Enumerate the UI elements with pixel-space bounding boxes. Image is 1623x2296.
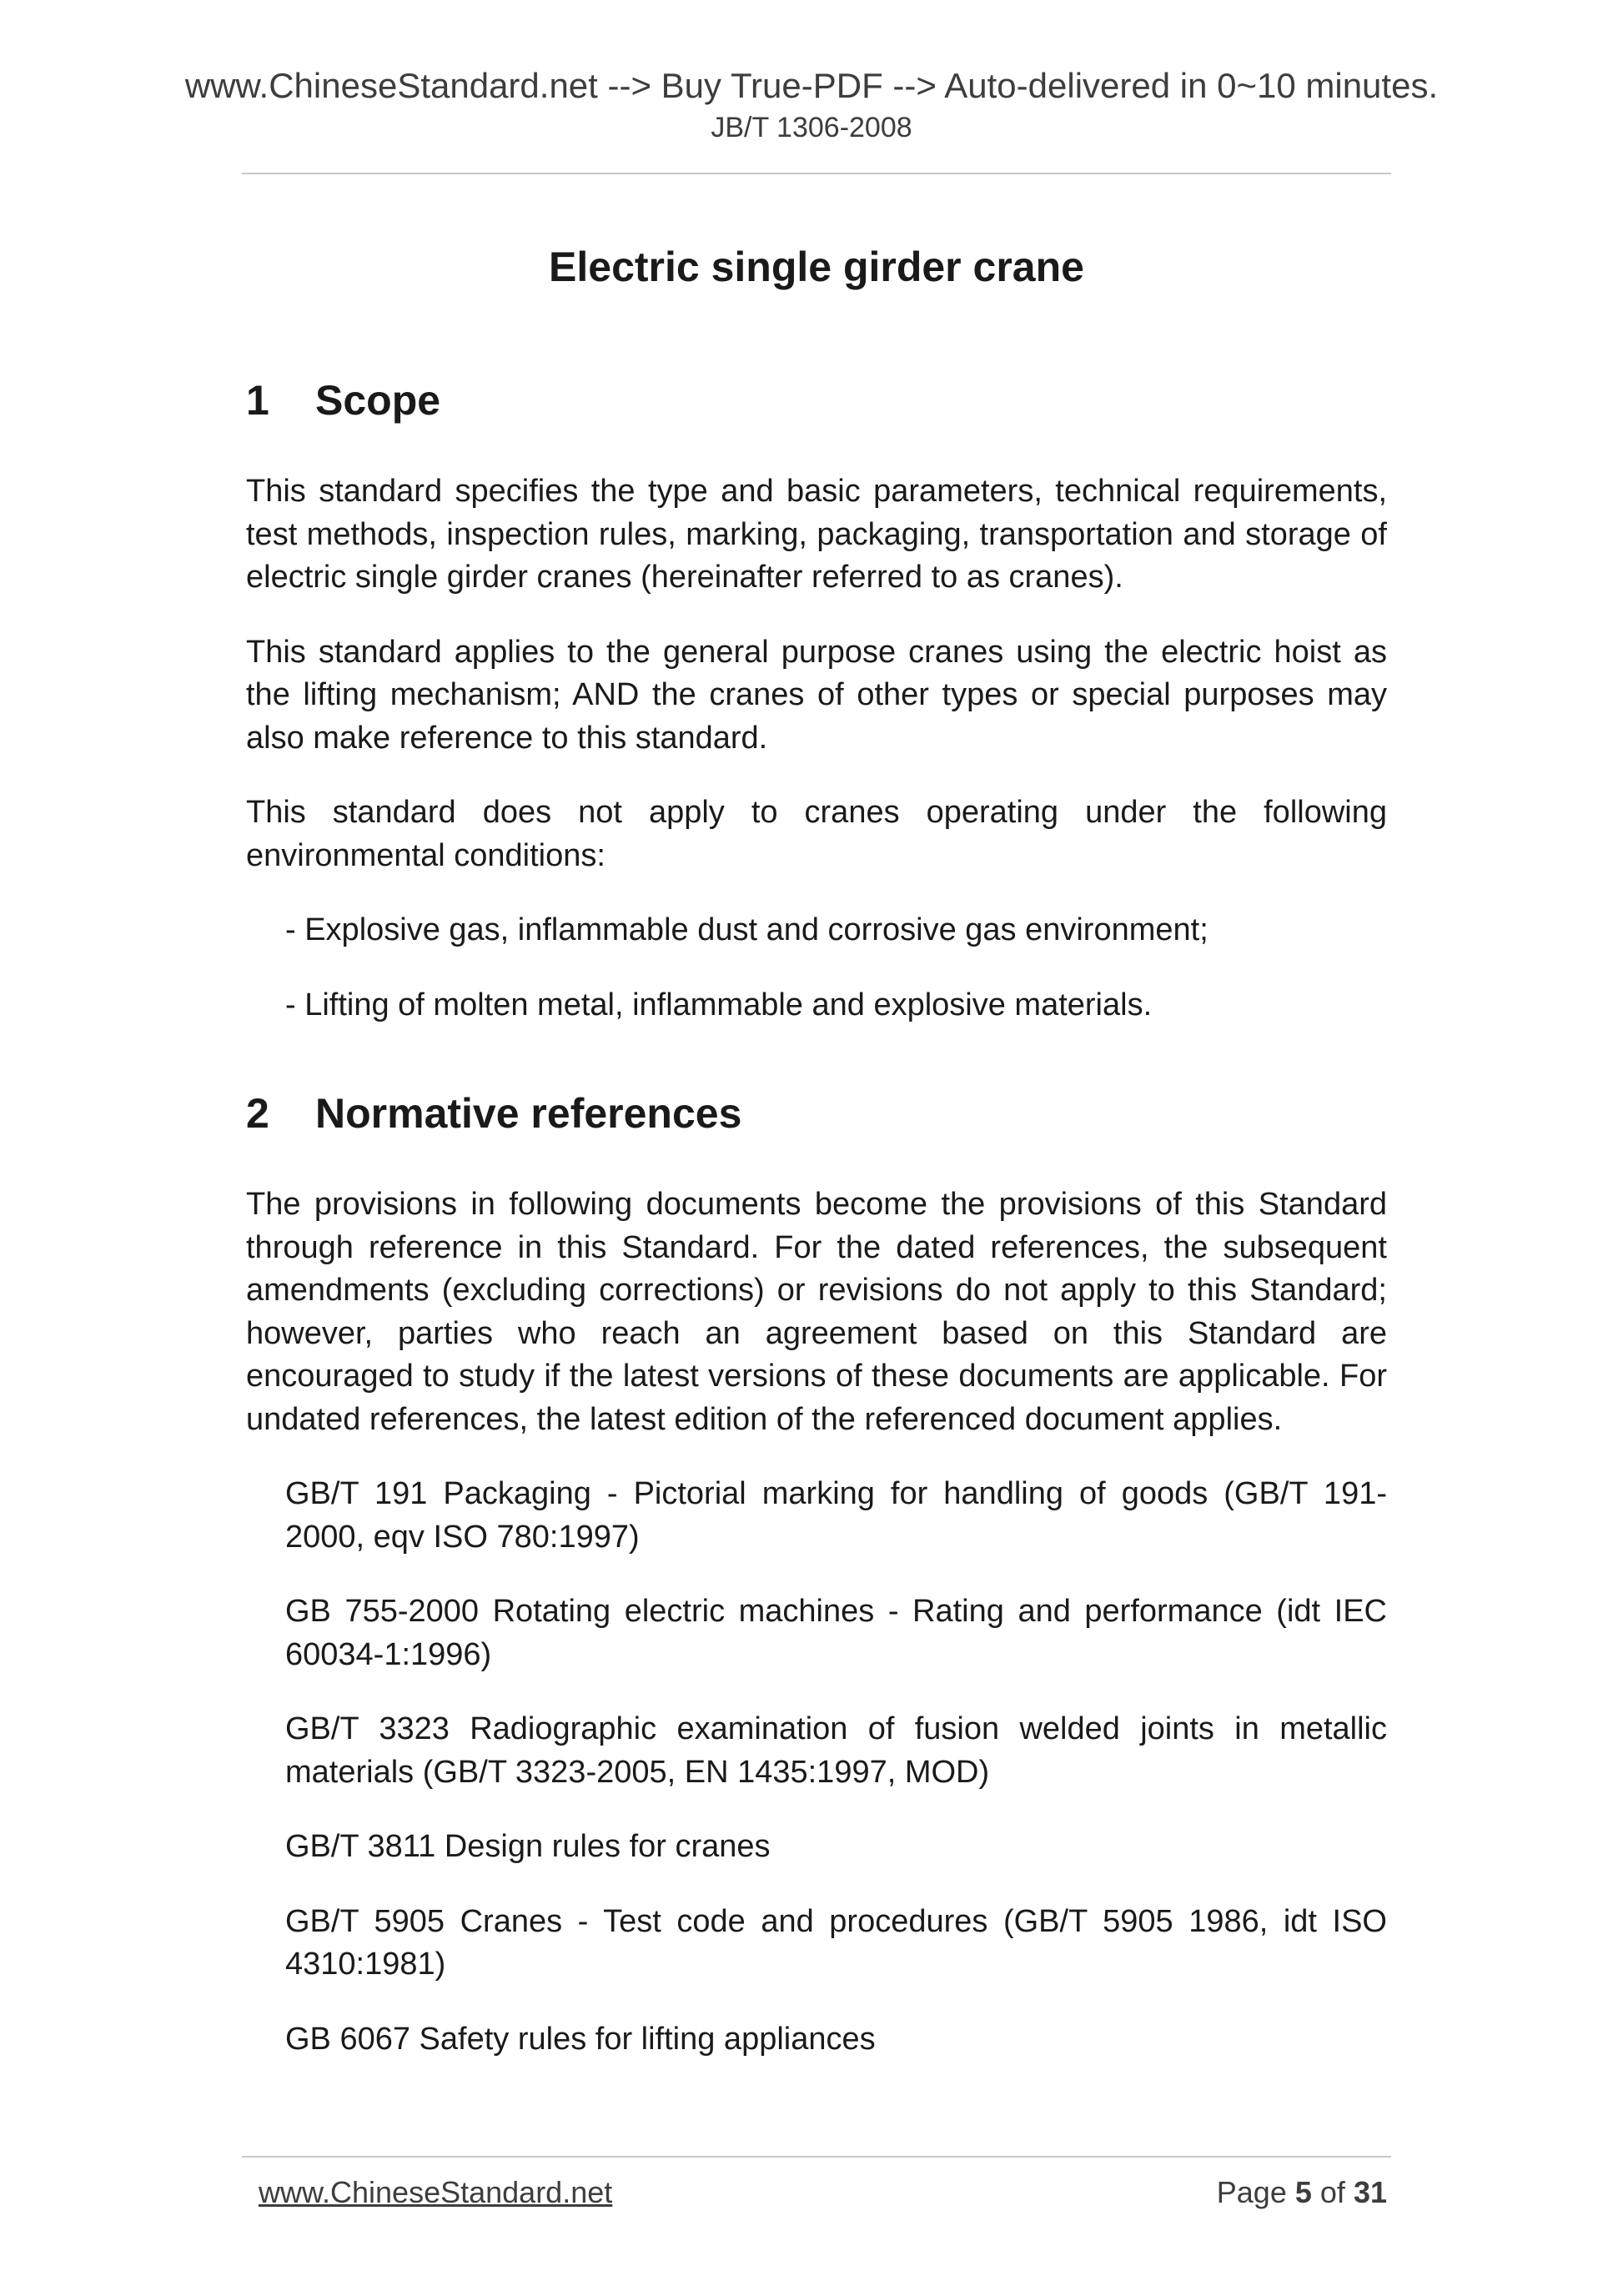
- footer-site-link[interactable]: www.ChineseStandard.net: [259, 2175, 613, 2209]
- reference-item: GB/T 191 Packaging - Pictorial marking for handling of goods (GB/T 191-2000, eqv ISO 780:1997): [285, 1476, 1387, 1555]
- scope-paragraph: This standard specifies the type and basic parameters, technical requirements, test methods, inspection rules, marking, packaging, transportation and storage of electric single girder cranes (hereinafter referred to as cranes).: [246, 474, 1387, 595]
- page-footer: [259, 2175, 1387, 2210]
- reference-item: GB 755-2000 Rotating electric machines - Rating and performance (idt IEC 60034-1:1996): [285, 1594, 1387, 1672]
- exclusion-item: - Explosive gas, inflammable dust and corrosive gas environment;: [285, 912, 1208, 947]
- references-intro-paragraph: The provisions in following documents become the provisions of this Standard through reference in this Standard. For the dated references, the subsequent amendments (excluding corrections) or revisions do not apply to this Standard; however, parties who reach an agreement based on this Standard are encouraged to study if the latest versions of these documents are applicable. For undated references, the latest edition of the referenced document applies.: [246, 1187, 1387, 1437]
- reference-item: GB/T 3323 Radiographic examination of fusion welded joints in metallic materials (GB/T 3323-2005, EN 1435:1997, MOD): [285, 1711, 1387, 1790]
- page-word: Page: [1216, 2175, 1287, 2209]
- footer-divider: [242, 2156, 1391, 2158]
- document-title: Electric single girder crane: [549, 244, 1084, 290]
- section-number: 2: [246, 1090, 269, 1137]
- header-divider: [242, 173, 1391, 174]
- page-indicator: [1217, 2175, 1387, 2210]
- standard-code: JB/T 1306-2008: [711, 112, 912, 143]
- page-current: 5: [1294, 2175, 1312, 2209]
- page-header: [0, 63, 1623, 147]
- reference-item: GB 6067 Safety rules for lifting appliances: [285, 2021, 876, 2057]
- exclusion-item: - Lifting of molten metal, inflammable and explosive materials.: [285, 987, 1153, 1022]
- reference-item: GB/T 5905 Cranes - Test code and procedures (GB/T 5905 1986, idt ISO 4310:1981): [285, 1903, 1387, 1982]
- reference-item: GB/T 3811 Design rules for cranes: [285, 1829, 771, 1864]
- page-of: of: [1319, 2175, 1345, 2209]
- section-heading-normative-references: [246, 1087, 1387, 1140]
- scope-paragraph: This standard applies to the general purpose cranes using the electric hoist as the lifting mechanism; AND the cranes of other types or special purposes may also make reference to this standard.: [246, 634, 1387, 756]
- scope-paragraph: This standard does not apply to cranes operating under the following environmental conditions:: [246, 795, 1387, 873]
- document-body: [246, 235, 1387, 2061]
- header-banner[interactable]: www.ChineseStandard.net --> Buy True-PDF --> Auto-delivered in 0~10 minutes.: [184, 66, 1439, 105]
- section-number: 1: [246, 377, 269, 424]
- section-title: Normative references: [315, 1090, 742, 1137]
- section-heading-scope: [246, 374, 1387, 427]
- section-title: Scope: [315, 377, 441, 424]
- page-total: 31: [1353, 2175, 1387, 2209]
